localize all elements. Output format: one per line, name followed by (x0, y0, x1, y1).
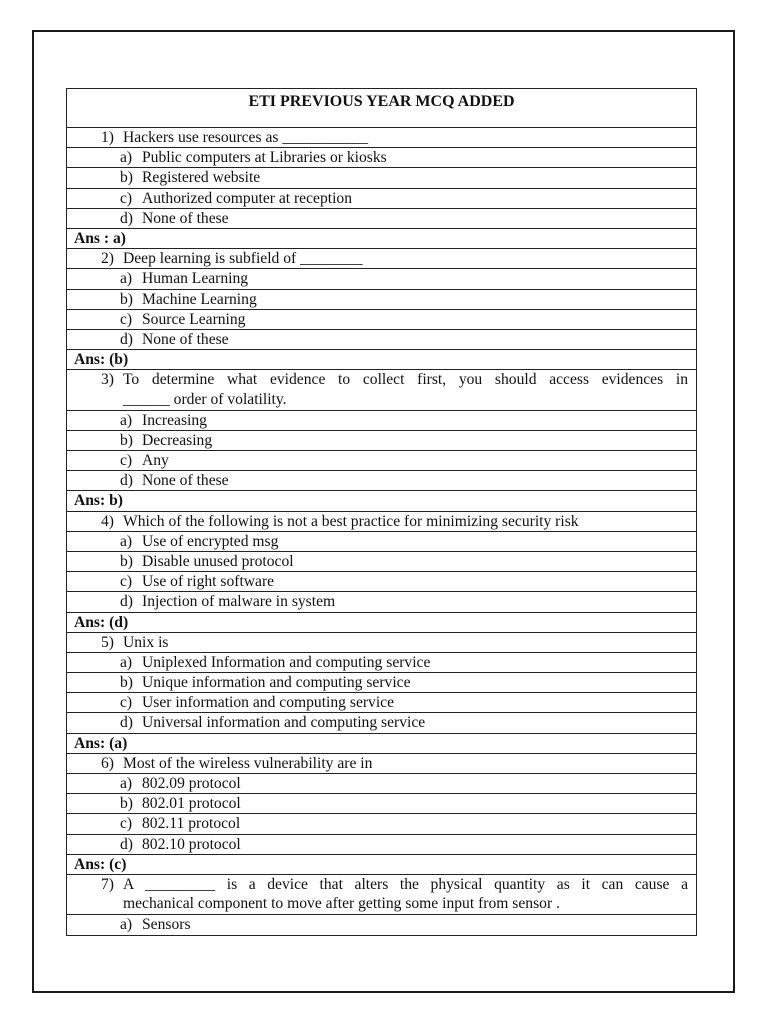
option-letter: d) (120, 209, 133, 227)
question-row (67, 511, 696, 531)
option-text: Universal information and computing service (142, 714, 426, 732)
option-row (67, 188, 696, 208)
option-text: Human Learning (142, 270, 249, 288)
option-letter: b) (120, 290, 133, 308)
option-letter: c) (120, 694, 133, 712)
option-row (67, 672, 696, 692)
option-letter: d) (120, 714, 133, 732)
option-row (67, 813, 696, 833)
question-text: Unix is (123, 633, 169, 651)
option-letter: b) (120, 169, 133, 187)
option-letter: c) (120, 815, 133, 833)
question-row (67, 753, 696, 773)
question-text: Which of the following is not a best practice for minimizing security risk (123, 512, 579, 530)
option-letter: d) (120, 330, 133, 348)
question-number: 7) (101, 875, 114, 893)
option-row (67, 773, 696, 793)
option-letter: b) (120, 674, 133, 692)
option-text: Disable unused protocol (142, 552, 294, 570)
option-text: 802.11 protocol (142, 815, 241, 833)
option-row (67, 289, 696, 309)
option-row (67, 591, 696, 611)
option-row (67, 692, 696, 712)
option-letter: a) (120, 149, 133, 167)
question-text: To determine what evidence to collect first, you should access evidences in (123, 371, 688, 389)
question-number: 3) (101, 371, 114, 389)
question-row (67, 369, 696, 409)
option-row (67, 551, 696, 571)
question-number: 2) (101, 250, 114, 268)
question-number: 4) (101, 512, 114, 530)
option-text: Public computers at Libraries or kiosks (142, 149, 387, 167)
option-letter: b) (120, 552, 133, 570)
answer-row: Ans: (a) (67, 733, 696, 753)
option-row (67, 712, 696, 732)
option-letter: c) (120, 452, 133, 470)
option-row (67, 309, 696, 329)
option-letter: a) (120, 411, 133, 429)
option-row (67, 410, 696, 430)
option-text: None of these (142, 209, 229, 227)
option-letter: c) (120, 310, 133, 328)
option-row (67, 793, 696, 813)
option-letter: c) (120, 573, 133, 591)
question-text: A _________ is a device that alters the physical quantity as it can cause a (123, 875, 688, 893)
option-letter: a) (120, 653, 133, 671)
answer-row: Ans: (d) (67, 612, 696, 632)
option-letter: a) (120, 775, 133, 793)
option-text: Uniplexed Information and computing service (142, 653, 431, 671)
option-row (67, 531, 696, 551)
option-letter: d) (120, 472, 133, 490)
option-text: Authorized computer at reception (142, 189, 352, 207)
question-text-line (101, 875, 696, 895)
question-row (67, 874, 696, 914)
option-row (67, 268, 696, 288)
option-letter: a) (120, 270, 133, 288)
option-text: Any (142, 452, 169, 470)
option-text: Machine Learning (142, 290, 257, 308)
option-text: Increasing (142, 411, 207, 429)
option-row (67, 329, 696, 349)
option-letter: a) (120, 916, 133, 934)
option-text: Injection of malware in system (142, 593, 336, 611)
question-text: Most of the wireless vulnerability are in (123, 754, 373, 772)
option-row (67, 167, 696, 187)
option-text: 802.01 protocol (142, 795, 241, 813)
option-text: None of these (142, 330, 229, 348)
option-row (67, 208, 696, 228)
option-text: Use of right software (142, 573, 275, 591)
question-row (67, 248, 696, 268)
option-text: Unique information and computing service (142, 674, 411, 692)
option-letter: d) (120, 593, 133, 611)
answer-row: Ans : a) (67, 228, 696, 248)
question-text: Hackers use resources as ___________ (123, 129, 369, 146)
question-row (67, 632, 696, 652)
option-row (67, 914, 696, 934)
option-text: Registered website (142, 169, 261, 187)
answer-row: Ans: (c) (67, 854, 696, 874)
option-text: 802.09 protocol (142, 775, 241, 793)
answer-row: Ans: b) (67, 490, 696, 510)
option-row (67, 430, 696, 450)
document-title: ETI PREVIOUS YEAR MCQ ADDED (248, 93, 515, 110)
option-row (67, 571, 696, 591)
option-row (67, 147, 696, 167)
option-text: Sensors (142, 916, 191, 934)
option-row (67, 834, 696, 854)
mcq-table (66, 88, 697, 936)
option-text: Use of encrypted msg (142, 532, 279, 550)
question-number: 6) (101, 754, 114, 772)
question-text-continuation: ______ order of volatility. (123, 390, 287, 408)
option-row (67, 450, 696, 470)
question-text: Deep learning is subfield of ________ (123, 250, 363, 268)
option-text: 802.10 protocol (142, 835, 241, 853)
option-letter: b) (120, 431, 133, 449)
option-letter: a) (120, 532, 133, 550)
option-letter: d) (120, 835, 133, 853)
option-text: Decreasing (142, 431, 213, 449)
option-row (67, 652, 696, 672)
answer-row: Ans: (b) (67, 349, 696, 369)
question-text-continuation: mechanical component to move after getting some input from sensor . (123, 895, 560, 913)
option-letter: c) (120, 189, 133, 207)
option-row (67, 470, 696, 490)
option-letter: b) (120, 795, 133, 813)
option-text: None of these (142, 472, 229, 490)
question-number: 5) (101, 633, 114, 651)
question-row (67, 127, 696, 147)
option-text: User information and computing service (142, 694, 395, 712)
question-text-line (101, 370, 696, 390)
question-number: 1) (101, 129, 114, 146)
option-text: Source Learning (142, 310, 246, 328)
